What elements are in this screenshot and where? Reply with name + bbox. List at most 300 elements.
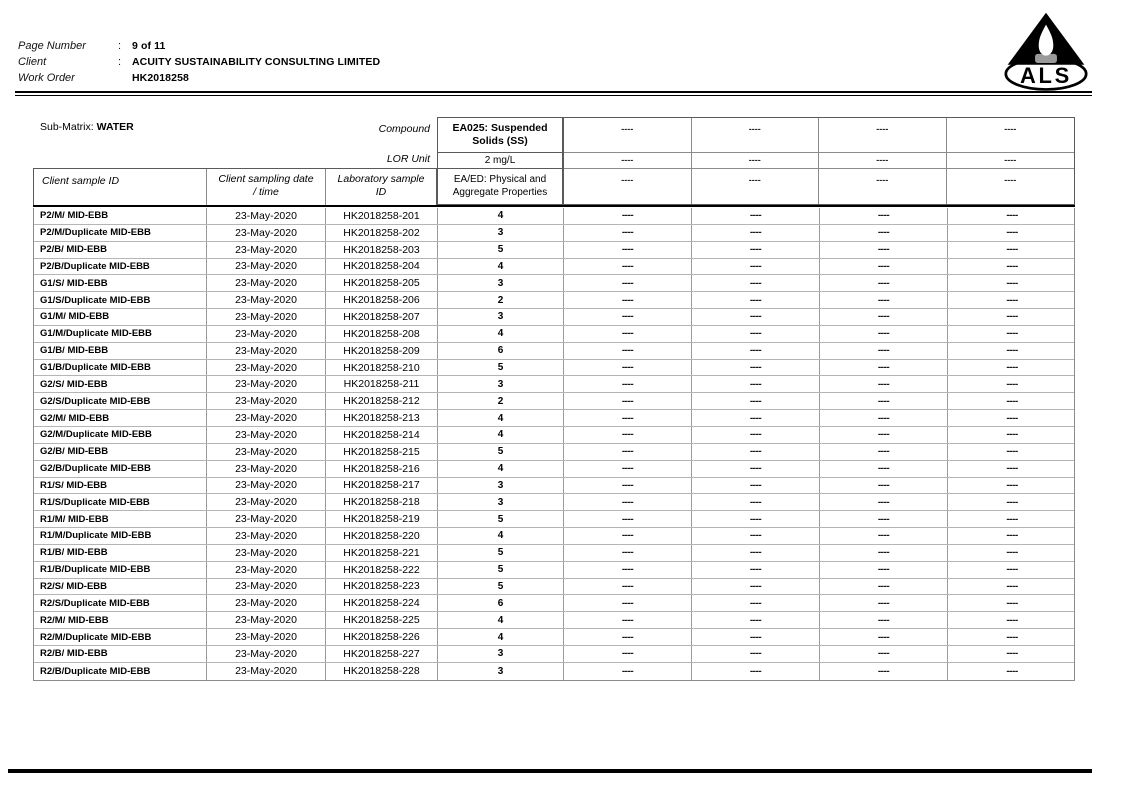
cell-sampling-datetime: 23-May-2020 xyxy=(207,326,326,342)
cell-empty-dash: ---- xyxy=(820,275,948,291)
cell-sampling-datetime: 23-May-2020 xyxy=(207,562,326,578)
cell-suspended-solids: 5 xyxy=(438,562,564,578)
cell-sampling-datetime: 23-May-2020 xyxy=(207,579,326,595)
cell-empty-dash: ---- xyxy=(692,309,820,325)
empty-header-dash: ---- xyxy=(692,153,819,169)
cell-client-sample-id: G2/S/ MID-EBB xyxy=(34,376,207,392)
empty-header-dash: ---- xyxy=(564,118,691,153)
cell-empty-dash: ---- xyxy=(564,528,692,544)
cell-suspended-solids: 4 xyxy=(438,410,564,426)
work-order-value: HK2018258 xyxy=(132,72,189,84)
table-row xyxy=(34,478,1074,495)
cell-empty-dash: ---- xyxy=(1006,547,1018,559)
cell-client-sample-id: G2/B/ MID-EBB xyxy=(34,444,207,460)
sub-matrix xyxy=(40,121,134,133)
cell-client-sample-id: R1/S/ MID-EBB xyxy=(34,478,207,494)
empty-compound-column xyxy=(947,118,1075,204)
cell-empty-dash: ---- xyxy=(1006,378,1018,390)
cell-empty-dash: ---- xyxy=(1006,294,1018,306)
cell-empty-dash: ---- xyxy=(1006,429,1018,441)
client-label: Client xyxy=(18,56,47,68)
cell-empty-dash: ---- xyxy=(564,663,692,680)
header-body-separator xyxy=(33,205,1075,207)
cell-client-sample-id: G1/B/Duplicate MID-EBB xyxy=(34,360,207,376)
cell-suspended-solids: 3 xyxy=(438,478,564,494)
cell-sampling-datetime: 23-May-2020 xyxy=(207,343,326,359)
table-row xyxy=(34,225,1074,242)
cell-laboratory-sample-id: HK2018258-223 xyxy=(326,579,438,595)
table-row xyxy=(34,595,1074,612)
cell-empty-dash: ---- xyxy=(820,242,948,258)
cell-empty-dash: ---- xyxy=(692,343,820,359)
cell-empty-dash: ---- xyxy=(820,494,948,510)
cell-client-sample-id: G2/M/Duplicate MID-EBB xyxy=(34,427,207,443)
cell-laboratory-sample-id: HK2018258-222 xyxy=(326,562,438,578)
cell-suspended-solids: 3 xyxy=(438,494,564,510)
cell-empty-dash: ---- xyxy=(692,208,820,224)
cell-laboratory-sample-id: HK2018258-212 xyxy=(326,393,438,409)
cell-empty-dash: ---- xyxy=(564,612,692,628)
cell-sampling-datetime: 23-May-2020 xyxy=(207,494,326,510)
client-row xyxy=(18,54,380,70)
empty-header-dash: ---- xyxy=(692,118,819,153)
cell-suspended-solids: 6 xyxy=(438,595,564,611)
table-row xyxy=(34,309,1074,326)
compound-lor-unit: 2 mg/L xyxy=(438,153,562,169)
cell-suspended-solids: 4 xyxy=(438,528,564,544)
cell-suspended-solids: 3 xyxy=(438,663,564,680)
cell-empty-dash: ---- xyxy=(692,663,820,680)
cell-laboratory-sample-id: HK2018258-224 xyxy=(326,595,438,611)
cell-empty-dash: ---- xyxy=(820,309,948,325)
cell-empty-dash: ---- xyxy=(692,326,820,342)
cell-empty-dash: ---- xyxy=(692,595,820,611)
empty-header-dash: ---- xyxy=(819,118,946,153)
cell-empty-dash: ---- xyxy=(692,410,820,426)
cell-client-sample-id: R1/M/ MID-EBB xyxy=(34,511,207,527)
cell-sampling-datetime: 23-May-2020 xyxy=(207,376,326,392)
empty-compound-column xyxy=(819,118,947,204)
cell-client-sample-id: P2/M/Duplicate MID-EBB xyxy=(34,225,207,241)
cell-empty-dash: ---- xyxy=(1006,631,1018,643)
cell-empty-dash: ---- xyxy=(1006,345,1018,357)
cell-sampling-datetime: 23-May-2020 xyxy=(207,461,326,477)
cell-empty-dash: ---- xyxy=(820,612,948,628)
cell-client-sample-id: G1/B/ MID-EBB xyxy=(34,343,207,359)
cell-laboratory-sample-id: HK2018258-226 xyxy=(326,629,438,645)
cell-empty-dash: ---- xyxy=(564,545,692,561)
cell-empty-dash: ---- xyxy=(1006,597,1018,609)
cell-laboratory-sample-id: HK2018258-203 xyxy=(326,242,438,258)
cell-suspended-solids: 5 xyxy=(438,579,564,595)
cell-empty-dash: ---- xyxy=(820,511,948,527)
table-row xyxy=(34,208,1074,225)
cell-laboratory-sample-id: HK2018258-205 xyxy=(326,275,438,291)
cell-sampling-datetime: 23-May-2020 xyxy=(207,360,326,376)
cell-empty-dash: ---- xyxy=(1006,227,1018,239)
cell-laboratory-sample-id: HK2018258-204 xyxy=(326,259,438,275)
table-row xyxy=(34,528,1074,545)
client-value: ACUITY SUSTAINABILITY CONSULTING LIMITED xyxy=(132,56,381,68)
cell-client-sample-id: P2/B/Duplicate MID-EBB xyxy=(34,259,207,275)
cell-empty-dash: ---- xyxy=(820,461,948,477)
table-row xyxy=(34,562,1074,579)
cell-empty-dash: ---- xyxy=(1006,513,1018,525)
id-columns-header xyxy=(33,168,437,205)
cell-empty-dash: ---- xyxy=(820,629,948,645)
cell-empty-dash: ---- xyxy=(564,242,692,258)
cell-empty-dash: ---- xyxy=(1006,496,1018,508)
cell-suspended-solids: 5 xyxy=(438,511,564,527)
cell-client-sample-id: G1/S/ MID-EBB xyxy=(34,275,207,291)
cell-empty-dash: ---- xyxy=(692,427,820,443)
cell-empty-dash: ---- xyxy=(820,579,948,595)
cell-empty-dash: ---- xyxy=(692,579,820,595)
empty-header-dash: ---- xyxy=(819,153,946,169)
sampling-date-header-line1: Client sampling date xyxy=(218,173,314,185)
cell-empty-dash: ---- xyxy=(1006,479,1018,491)
cell-laboratory-sample-id: HK2018258-215 xyxy=(326,444,438,460)
header-rule xyxy=(15,91,1092,96)
cell-client-sample-id: R2/S/Duplicate MID-EBB xyxy=(34,595,207,611)
work-order-label: Work Order xyxy=(18,72,75,84)
cell-empty-dash: ---- xyxy=(692,494,820,510)
cell-client-sample-id: P2/B/ MID-EBB xyxy=(34,242,207,258)
table-row xyxy=(34,579,1074,596)
cell-sampling-datetime: 23-May-2020 xyxy=(207,292,326,308)
compound-column-header xyxy=(437,117,563,205)
cell-sampling-datetime: 23-May-2020 xyxy=(207,393,326,409)
cell-sampling-datetime: 23-May-2020 xyxy=(207,444,326,460)
cell-client-sample-id: R1/B/ MID-EBB xyxy=(34,545,207,561)
lab-sample-id-header-line2: ID xyxy=(375,186,387,198)
cell-suspended-solids: 5 xyxy=(438,360,564,376)
cell-empty-dash: ---- xyxy=(564,225,692,241)
table-row xyxy=(34,393,1074,410)
cell-sampling-datetime: 23-May-2020 xyxy=(207,511,326,527)
cell-suspended-solids: 4 xyxy=(438,208,564,224)
cell-empty-dash: ---- xyxy=(564,595,692,611)
empty-header-dash: ---- xyxy=(876,175,889,185)
cell-suspended-solids: 4 xyxy=(438,326,564,342)
cell-empty-dash: ---- xyxy=(820,427,948,443)
cell-empty-dash: ---- xyxy=(1006,580,1018,592)
cell-client-sample-id: G2/B/Duplicate MID-EBB xyxy=(34,461,207,477)
table-row xyxy=(34,326,1074,343)
cell-client-sample-id: R2/B/Duplicate MID-EBB xyxy=(34,663,207,680)
cell-sampling-datetime: 23-May-2020 xyxy=(207,646,326,662)
cell-suspended-solids: 3 xyxy=(438,376,564,392)
cell-laboratory-sample-id: HK2018258-201 xyxy=(326,208,438,224)
compound-name xyxy=(438,118,562,153)
cell-empty-dash: ---- xyxy=(820,376,948,392)
cell-sampling-datetime: 23-May-2020 xyxy=(207,663,326,680)
page-number-label: Page Number xyxy=(18,40,86,52)
cell-suspended-solids: 4 xyxy=(438,259,564,275)
cell-empty-dash: ---- xyxy=(564,343,692,359)
cell-laboratory-sample-id: HK2018258-225 xyxy=(326,612,438,628)
cell-sampling-datetime: 23-May-2020 xyxy=(207,242,326,258)
cell-empty-dash: ---- xyxy=(692,393,820,409)
cell-sampling-datetime: 23-May-2020 xyxy=(207,309,326,325)
cell-laboratory-sample-id: HK2018258-218 xyxy=(326,494,438,510)
cell-laboratory-sample-id: HK2018258-213 xyxy=(326,410,438,426)
cell-empty-dash: ---- xyxy=(820,646,948,662)
cell-empty-dash: ---- xyxy=(692,646,820,662)
cell-empty-dash: ---- xyxy=(1006,530,1018,542)
cell-suspended-solids: 4 xyxy=(438,612,564,628)
work-order-row xyxy=(18,70,380,86)
cell-empty-dash: ---- xyxy=(692,629,820,645)
cell-empty-dash: ---- xyxy=(820,528,948,544)
cell-empty-dash: ---- xyxy=(564,410,692,426)
als-logo-text: ALS xyxy=(1019,63,1073,89)
cell-empty-dash: ---- xyxy=(820,410,948,426)
cell-suspended-solids: 5 xyxy=(438,545,564,561)
cell-sampling-datetime: 23-May-2020 xyxy=(207,225,326,241)
cell-empty-dash: ---- xyxy=(692,545,820,561)
cell-sampling-datetime: 23-May-2020 xyxy=(207,410,326,426)
cell-empty-dash: ---- xyxy=(692,444,820,460)
compound-label: Compound xyxy=(378,123,430,135)
table-row xyxy=(34,612,1074,629)
cell-suspended-solids: 3 xyxy=(438,225,564,241)
cell-laboratory-sample-id: HK2018258-217 xyxy=(326,478,438,494)
cell-empty-dash: ---- xyxy=(564,275,692,291)
cell-client-sample-id: R2/M/ MID-EBB xyxy=(34,612,207,628)
cell-empty-dash: ---- xyxy=(1006,328,1018,340)
cell-empty-dash: ---- xyxy=(820,292,948,308)
cell-laboratory-sample-id: HK2018258-210 xyxy=(326,360,438,376)
cell-empty-dash: ---- xyxy=(692,275,820,291)
cell-empty-dash: ---- xyxy=(564,461,692,477)
cell-sampling-datetime: 23-May-2020 xyxy=(207,478,326,494)
cell-sampling-datetime: 23-May-2020 xyxy=(207,545,326,561)
cell-empty-dash: ---- xyxy=(820,208,948,224)
cell-empty-dash: ---- xyxy=(1006,614,1018,626)
results-table-body xyxy=(33,208,1075,681)
table-row xyxy=(34,242,1074,259)
cell-empty-dash: ---- xyxy=(692,461,820,477)
table-row xyxy=(34,444,1074,461)
cell-suspended-solids: 3 xyxy=(438,275,564,291)
cell-laboratory-sample-id: HK2018258-221 xyxy=(326,545,438,561)
cell-laboratory-sample-id: HK2018258-228 xyxy=(326,663,438,680)
empty-compound-column xyxy=(692,118,820,204)
page-number-separator: : xyxy=(118,40,122,52)
sampling-date-header xyxy=(207,169,326,205)
cell-empty-dash: ---- xyxy=(820,360,948,376)
cell-empty-dash: ---- xyxy=(1006,665,1018,677)
empty-compound-columns xyxy=(563,117,1075,205)
cell-empty-dash: ---- xyxy=(564,309,692,325)
cell-empty-dash: ---- xyxy=(820,545,948,561)
compound-method-line1: EA/ED: Physical and xyxy=(453,174,547,185)
compound-method-line2: Aggregate Properties xyxy=(452,187,548,198)
cell-sampling-datetime: 23-May-2020 xyxy=(207,528,326,544)
empty-header-dash: ---- xyxy=(1004,175,1017,185)
cell-empty-dash: ---- xyxy=(820,595,948,611)
cell-laboratory-sample-id: HK2018258-219 xyxy=(326,511,438,527)
cell-empty-dash: ---- xyxy=(564,427,692,443)
cell-sampling-datetime: 23-May-2020 xyxy=(207,427,326,443)
cell-client-sample-id: R1/B/Duplicate MID-EBB xyxy=(34,562,207,578)
cell-laboratory-sample-id: HK2018258-214 xyxy=(326,427,438,443)
cell-empty-dash: ---- xyxy=(564,292,692,308)
cell-empty-dash: ---- xyxy=(820,444,948,460)
cell-empty-dash: ---- xyxy=(1006,564,1018,576)
cell-client-sample-id: R2/M/Duplicate MID-EBB xyxy=(34,629,207,645)
cell-client-sample-id: G1/M/ MID-EBB xyxy=(34,309,207,325)
cell-empty-dash: ---- xyxy=(1006,412,1018,424)
cell-laboratory-sample-id: HK2018258-208 xyxy=(326,326,438,342)
cell-empty-dash: ---- xyxy=(564,562,692,578)
cell-empty-dash: ---- xyxy=(564,579,692,595)
cell-empty-dash: ---- xyxy=(1006,210,1018,222)
cell-empty-dash: ---- xyxy=(692,360,820,376)
cell-suspended-solids: 6 xyxy=(438,343,564,359)
footer-rule xyxy=(8,769,1092,773)
cell-empty-dash: ---- xyxy=(564,511,692,527)
page-header xyxy=(18,38,380,86)
cell-empty-dash: ---- xyxy=(692,612,820,628)
cell-empty-dash: ---- xyxy=(1006,648,1018,660)
cell-empty-dash: ---- xyxy=(1006,311,1018,323)
cell-empty-dash: ---- xyxy=(564,376,692,392)
cell-empty-dash: ---- xyxy=(692,225,820,241)
cell-empty-dash: ---- xyxy=(564,326,692,342)
cell-client-sample-id: R1/S/Duplicate MID-EBB xyxy=(34,494,207,510)
cell-empty-dash: ---- xyxy=(692,528,820,544)
cell-empty-dash: ---- xyxy=(564,360,692,376)
cell-laboratory-sample-id: HK2018258-211 xyxy=(326,376,438,392)
cell-empty-dash: ---- xyxy=(1006,244,1018,256)
cell-client-sample-id: G2/M/ MID-EBB xyxy=(34,410,207,426)
cell-client-sample-id: G1/S/Duplicate MID-EBB xyxy=(34,292,207,308)
cell-empty-dash: ---- xyxy=(564,494,692,510)
sampling-date-header-line2: / time xyxy=(253,186,279,198)
cell-empty-dash: ---- xyxy=(564,646,692,662)
cell-laboratory-sample-id: HK2018258-209 xyxy=(326,343,438,359)
empty-header-dash: ---- xyxy=(621,175,634,185)
cell-suspended-solids: 2 xyxy=(438,393,564,409)
compound-method xyxy=(438,169,562,208)
cell-empty-dash: ---- xyxy=(820,259,948,275)
empty-header-dash: ---- xyxy=(947,118,1075,153)
cell-suspended-solids: 3 xyxy=(438,646,564,662)
table-row xyxy=(34,410,1074,427)
cell-laboratory-sample-id: HK2018258-202 xyxy=(326,225,438,241)
cell-empty-dash: ---- xyxy=(1006,260,1018,272)
cell-sampling-datetime: 23-May-2020 xyxy=(207,259,326,275)
cell-empty-dash: ---- xyxy=(564,444,692,460)
page-number-value: 9 of 11 xyxy=(132,40,166,52)
cell-laboratory-sample-id: HK2018258-216 xyxy=(326,461,438,477)
cell-laboratory-sample-id: HK2018258-206 xyxy=(326,292,438,308)
lab-sample-id-header xyxy=(326,169,436,205)
cell-client-sample-id: R1/M/Duplicate MID-EBB xyxy=(34,528,207,544)
cell-empty-dash: ---- xyxy=(564,208,692,224)
empty-header-dash: ---- xyxy=(748,175,761,185)
sub-matrix-value: WATER xyxy=(96,121,134,133)
cell-client-sample-id: G1/M/Duplicate MID-EBB xyxy=(34,326,207,342)
cell-client-sample-id: P2/M/ MID-EBB xyxy=(34,208,207,224)
cell-client-sample-id: R2/S/ MID-EBB xyxy=(34,579,207,595)
table-row xyxy=(34,427,1074,444)
cell-sampling-datetime: 23-May-2020 xyxy=(207,612,326,628)
table-row xyxy=(34,376,1074,393)
empty-header-dash: ---- xyxy=(947,153,1075,169)
cell-suspended-solids: 2 xyxy=(438,292,564,308)
cell-empty-dash: ---- xyxy=(692,478,820,494)
empty-compound-column xyxy=(564,118,692,204)
sub-matrix-label: Sub-Matrix: xyxy=(40,121,94,133)
cell-laboratory-sample-id: HK2018258-227 xyxy=(326,646,438,662)
cell-empty-dash: ---- xyxy=(692,242,820,258)
lab-sample-id-header-line1: Laboratory sample xyxy=(337,173,425,185)
cell-empty-dash: ---- xyxy=(820,663,948,680)
table-row xyxy=(34,494,1074,511)
cell-empty-dash: ---- xyxy=(1006,277,1018,289)
compound-name-line2: Solids (SS) xyxy=(472,135,528,147)
compound-name-line1: EA025: Suspended xyxy=(452,122,548,134)
table-row xyxy=(34,511,1074,528)
page-number-row xyxy=(18,38,380,54)
cell-empty-dash: ---- xyxy=(820,562,948,578)
cell-empty-dash: ---- xyxy=(820,225,948,241)
client-sample-id-header: Client sample ID xyxy=(34,169,207,205)
cell-empty-dash: ---- xyxy=(564,629,692,645)
empty-header-dash: ---- xyxy=(564,153,691,169)
cell-client-sample-id: R2/B/ MID-EBB xyxy=(34,646,207,662)
cell-suspended-solids: 5 xyxy=(438,444,564,460)
client-separator: : xyxy=(118,56,122,68)
cell-suspended-solids: 3 xyxy=(438,309,564,325)
table-row xyxy=(34,663,1074,680)
table-row xyxy=(34,343,1074,360)
cell-empty-dash: ---- xyxy=(1006,362,1018,374)
table-row xyxy=(34,545,1074,562)
cell-sampling-datetime: 23-May-2020 xyxy=(207,629,326,645)
cell-laboratory-sample-id: HK2018258-220 xyxy=(326,528,438,544)
cell-empty-dash: ---- xyxy=(692,376,820,392)
table-row xyxy=(34,360,1074,377)
cell-empty-dash: ---- xyxy=(692,292,820,308)
cell-empty-dash: ---- xyxy=(692,511,820,527)
cell-empty-dash: ---- xyxy=(692,562,820,578)
cell-sampling-datetime: 23-May-2020 xyxy=(207,208,326,224)
cell-empty-dash: ---- xyxy=(564,259,692,275)
cell-empty-dash: ---- xyxy=(692,259,820,275)
cell-suspended-solids: 4 xyxy=(438,629,564,645)
table-row xyxy=(34,629,1074,646)
cell-empty-dash: ---- xyxy=(820,478,948,494)
table-row xyxy=(34,646,1074,663)
cell-empty-dash: ---- xyxy=(564,393,692,409)
cell-client-sample-id: G2/S/Duplicate MID-EBB xyxy=(34,393,207,409)
als-logo-icon xyxy=(1002,10,1090,94)
table-row xyxy=(34,292,1074,309)
cell-empty-dash: ---- xyxy=(820,326,948,342)
cell-suspended-solids: 4 xyxy=(438,427,564,443)
cell-empty-dash: ---- xyxy=(564,478,692,494)
cell-empty-dash: ---- xyxy=(1006,463,1018,475)
cell-sampling-datetime: 23-May-2020 xyxy=(207,275,326,291)
table-row xyxy=(34,275,1074,292)
cell-empty-dash: ---- xyxy=(820,393,948,409)
cell-suspended-solids: 4 xyxy=(438,461,564,477)
cell-suspended-solids: 5 xyxy=(438,242,564,258)
